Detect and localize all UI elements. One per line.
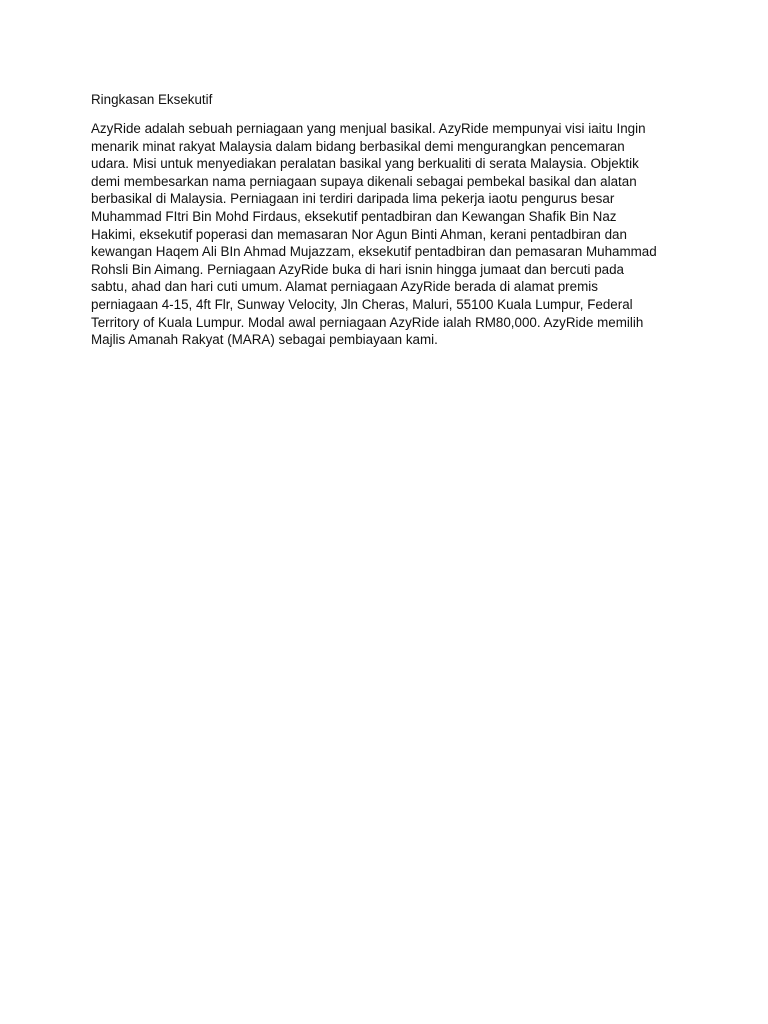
paragraph-line: Majlis Amanah Rakyat (MARA) sebagai pembiayaan kami. <box>91 332 438 348</box>
document-heading: Ringkasan Eksekutif <box>91 92 213 107</box>
paragraph-line: berbasikal di Malaysia. Perniagaan ini terdiri daripada lima pekerja iaotu pengurus besar <box>91 191 615 207</box>
paragraph-line: Hakimi, eksekutif poperasi dan memasaran Nor Agun Binti Ahman, kerani pentadbiran dan <box>91 226 627 242</box>
paragraph-line: AzyRide adalah sebuah perniagaan yang menjual basikal. AzyRide mempunyai visi iaitu Ingin <box>91 121 646 136</box>
paragraph-line: menarik minat rakyat Malaysia dalam bidang berbasikal demi mengurangkan pencemaran <box>91 138 625 154</box>
paragraph-line: Rohsli Bin Aimang. Perniagaan AzyRide buka di hari isnin hingga jumaat dan bercuti pada <box>91 261 624 277</box>
paragraph-line: Territory of Kuala Lumpur. Modal awal perniagaan AzyRide ialah RM80,000. AzyRide memilih <box>91 314 644 330</box>
paragraph-line: Muhammad FItri Bin Mohd Firdaus, eksekutif pentadbiran dan Kewangan Shafik Bin Naz <box>91 208 617 224</box>
paragraph-line: udara. Misi untuk menyediakan peralatan basikal yang berkualiti di serata Malaysia. Objektik <box>91 156 639 172</box>
document-paragraph <box>91 120 691 349</box>
paragraph-line: demi membesarkan nama perniagaan supaya dikenali sebagai pembekal basikal dan alatan <box>91 173 637 189</box>
paragraph-line: sabtu, ahad dan hari cuti umum. Alamat perniagaan AzyRide berada di alamat premis <box>91 279 598 295</box>
paragraph-line: perniagaan 4-15, 4ft Flr, Sunway Velocity, Jln Cheras, Maluri, 55100 Kuala Lumpur, Federal <box>91 296 633 312</box>
paragraph-line: kewangan Haqem Ali BIn Ahmad Mujazzam, eksekutif pentadbiran dan pemasaran Muhammad <box>91 244 657 260</box>
